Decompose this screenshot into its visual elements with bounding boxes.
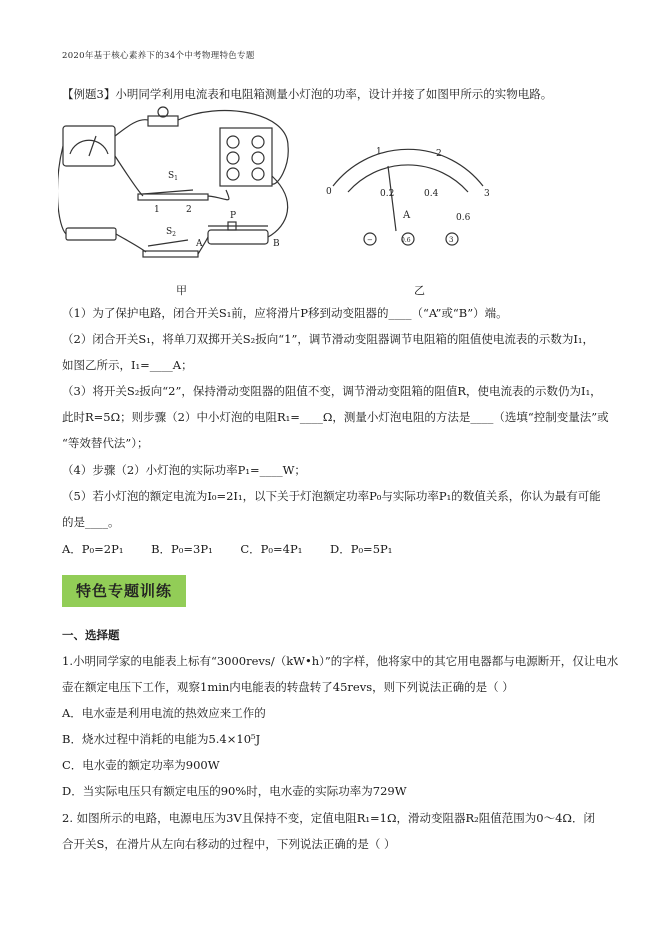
a-label: A (196, 239, 203, 249)
example-intro: 【例题3】小明同学利用电流表和电阻箱测量小灯泡的功率，设计并接了如图甲所示的实物电路。 (62, 87, 553, 101)
example-q2-line2: 如图乙所示，I₁=____A； (62, 358, 193, 372)
example-q1: （1）为了保护电路，闭合开关S₁前，应将滑片P移到动变阻器的____（“A”或“B”）端。 (62, 306, 508, 320)
ammeter-body (63, 126, 115, 166)
example-q5-line1: （5）若小灯泡的额定电流为I₀=2I₁，以下关于灯泡额定功率P₀与实际功率P₁的数值关系，你认为最有可能 (62, 489, 601, 503)
q2-line1: 2. 如图所示的电路，电源电压为3V且保持不变，定值电阻R₁=1Ω，滑动变阻器R₂阻值范围为0～4Ω．闭 (62, 811, 595, 825)
terminal-minus-label: − (367, 236, 373, 244)
example-q3-line1: （3）将开关S₂扳向“2”，保持滑动变阻器的阻值不变，调节滑动变阻箱的阻值R，使电流表的示数仍为I₁， (62, 384, 602, 398)
battery (66, 228, 116, 240)
q1-line1: 1.小明同学家的电能表上标有“3000revs/（kW•h）”的字样，他将家中的其它用电器都与电源断开，仅让电水 (62, 654, 619, 668)
switch-s2 (148, 240, 188, 246)
option-a: A．P₀=2P₁ (62, 542, 124, 556)
meter-arc (333, 149, 483, 186)
meter-upper-3: 3 (484, 189, 490, 199)
page-header: 2020年基于核心素养下的34个中考物理特色专题 (62, 51, 255, 61)
q1-line2: 壶在额定电压下工作，观察1min内电能表的转盘转了45revs，则下列说法正确的是（ ） (62, 680, 514, 694)
figure-label-jia: 甲 (176, 284, 187, 297)
meter-lower-0-2: 0.2 (380, 189, 395, 199)
term1-label: 1 (154, 205, 160, 215)
section-banner: 特色专题训练 (62, 575, 186, 607)
meter-lower-0-4: 0.4 (424, 189, 439, 199)
q1-option-d: D．当实际电压只有额定电压的90%时，电水壶的实际功率为729W (62, 784, 407, 798)
rheostat (208, 230, 268, 244)
p-label: P (230, 211, 237, 221)
option-d: D．P₀=5P₁ (329, 542, 393, 556)
figure-svg (58, 106, 498, 296)
section-title: 一、选择题 (62, 628, 120, 642)
meter-upper-1: 1 (376, 147, 382, 157)
option-c: C．P₀=4P₁ (240, 542, 303, 556)
switch-s1 (143, 190, 193, 194)
meter-lower-0-6: 0.6 (456, 213, 471, 223)
q1-option-a: A．电水壶是利用电流的热效应来工作的 (62, 706, 266, 720)
example-q3-line3: “等效替代法”）； (62, 436, 149, 450)
figure-label-yi: 乙 (414, 284, 425, 297)
meter-unit: A (403, 210, 411, 221)
terminal-06-label: 0.6 (401, 237, 411, 244)
q1-option-c: C．电水壶的额定功率为900W (62, 758, 220, 772)
meter-upper-0: 0 (326, 187, 332, 197)
s2-label: $S_2$ (166, 227, 176, 238)
b-label: B (273, 239, 280, 249)
circuit-figure (58, 106, 498, 296)
example-q5-line2: 的是____。 (62, 515, 120, 529)
option-b: B．P₀=3P₁ (151, 542, 213, 556)
term2-label: 2 (186, 205, 192, 215)
q2-line2: 合开关S，在滑片从左向右移动的过程中，下列说法正确的是（ ） (62, 837, 396, 851)
terminal-3-label: 3 (449, 236, 454, 244)
example-q4: （4）步骤（2）小灯泡的实际功率P₁=____W； (62, 463, 306, 477)
ammeter-scale (70, 140, 108, 154)
ammeter-needle (89, 136, 96, 156)
s1-label: $S_1$ (168, 171, 178, 182)
q1-option-b: B．烧水过程中消耗的电能为5.4×10⁵J (62, 732, 261, 746)
example-q3-line2: 此时R=5Ω；则步骤（2）中小灯泡的电阻R₁=____Ω，测量小灯泡电阻的方法是____（选填“控制变量法”或 (62, 410, 609, 424)
example-q2-line1: （2）闭合开关S₁，将单刀双掷开关S₂扳向“1”，调节滑动变阻器调节电阻箱的阻值使电流表的示数为I₁， (62, 332, 595, 346)
example-options (62, 541, 416, 557)
meter-upper-2: 2 (436, 149, 442, 159)
